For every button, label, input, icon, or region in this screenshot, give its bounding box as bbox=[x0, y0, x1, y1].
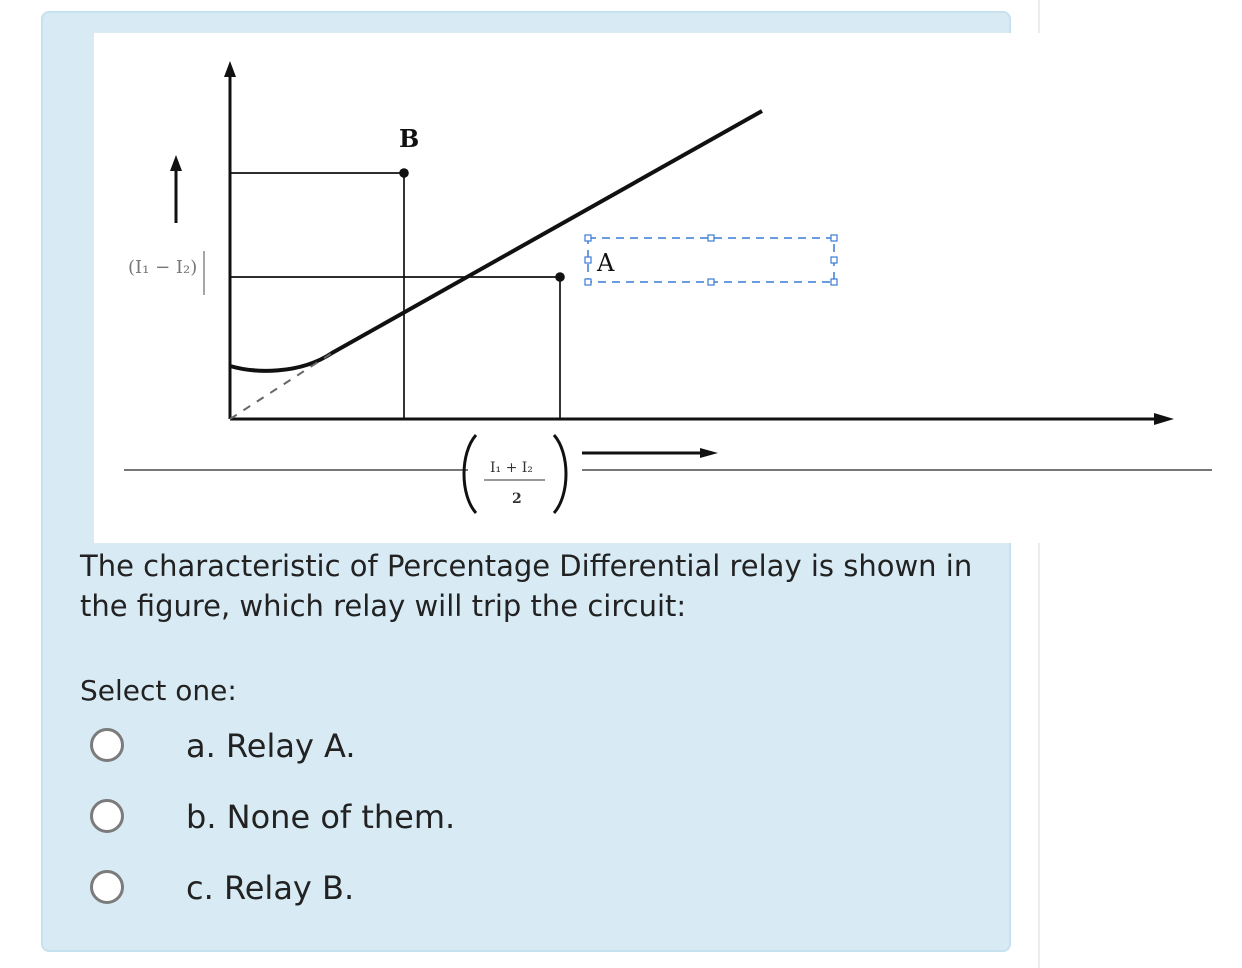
label-a-selection-box bbox=[588, 238, 834, 282]
selection-handle-bottom-right bbox=[831, 279, 837, 285]
point-b-marker bbox=[399, 168, 409, 178]
x-axis-label-denominator: 2 bbox=[512, 491, 522, 507]
selection-handle-right-middle bbox=[831, 257, 837, 263]
y-axis-label: (I₁ − I₂) bbox=[128, 257, 198, 278]
selection-handle-bottom-left bbox=[585, 279, 591, 285]
answer-label-c: c. Relay B. bbox=[186, 869, 355, 907]
radio-option-b[interactable] bbox=[90, 799, 124, 833]
y-axis-arrowhead bbox=[224, 61, 236, 77]
y-label-arrowhead bbox=[170, 155, 182, 171]
answer-option-c[interactable] bbox=[90, 868, 690, 912]
answer-label-b: b. None of them. bbox=[186, 798, 456, 836]
operating-characteristic-curve bbox=[230, 111, 762, 371]
question-text: The characteristic of Percentage Differential relay is shown in the figure, which relay will trip the circuit: bbox=[80, 549, 973, 623]
label-b: B bbox=[399, 124, 420, 153]
x-label-left-paren bbox=[464, 435, 476, 513]
x-axis-label-numerator: I₁ + I₂ bbox=[490, 460, 533, 476]
x-label-right-paren bbox=[554, 435, 566, 513]
characteristic-diagram bbox=[94, 33, 1212, 543]
point-a-marker bbox=[555, 272, 565, 282]
radio-option-a[interactable] bbox=[90, 728, 124, 762]
label-a: A bbox=[597, 249, 615, 277]
answer-label-a: a. Relay A. bbox=[186, 727, 356, 765]
answer-option-a[interactable] bbox=[90, 726, 690, 770]
selection-handle-left-middle bbox=[585, 257, 591, 263]
radio-option-c[interactable] bbox=[90, 870, 124, 904]
dashed-origin-line bbox=[230, 353, 332, 419]
answer-option-b[interactable] bbox=[90, 797, 690, 841]
selection-handle-top-right bbox=[831, 235, 837, 241]
x-axis-arrowhead bbox=[1154, 413, 1174, 425]
selection-handle-bottom-middle bbox=[708, 279, 714, 285]
selection-handle-top-left bbox=[585, 235, 591, 241]
selection-handle-top-middle bbox=[708, 235, 714, 241]
relay-characteristic-figure bbox=[94, 33, 1212, 543]
select-one-label: Select one: bbox=[80, 674, 237, 707]
x-label-arrowhead bbox=[700, 448, 718, 458]
